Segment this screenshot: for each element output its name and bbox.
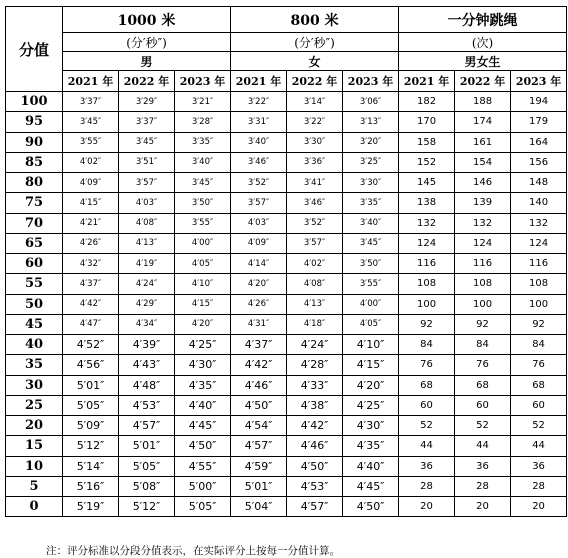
unit-1000m: (分′秒″) <box>63 33 231 52</box>
count-cell: 52 <box>455 416 511 436</box>
count-cell: 28 <box>511 476 567 496</box>
time-cell: 3′20″ <box>343 132 399 152</box>
count-cell: 158 <box>399 132 455 152</box>
time-cell: 3′50″ <box>175 193 231 213</box>
time-cell: 5′08″ <box>119 476 175 496</box>
table-row <box>6 92 567 112</box>
time-cell: 4′26″ <box>63 233 119 253</box>
time-cell: 3′25″ <box>343 152 399 172</box>
time-cell: 5′16″ <box>63 476 119 496</box>
count-cell: 92 <box>399 314 455 334</box>
table-body <box>6 92 567 517</box>
time-cell: 4′08″ <box>287 274 343 294</box>
score-column-header: 分值 <box>6 7 63 92</box>
time-cell: 4′29″ <box>119 294 175 314</box>
score-cell: 35 <box>6 355 63 375</box>
table-row <box>6 314 567 334</box>
score-cell: 95 <box>6 112 63 132</box>
count-cell: 146 <box>455 173 511 193</box>
score-cell: 100 <box>6 92 63 112</box>
time-cell: 4′38″ <box>287 395 343 415</box>
time-cell: 4′15″ <box>63 193 119 213</box>
time-cell: 3′40″ <box>175 152 231 172</box>
time-cell: 5′19″ <box>63 497 119 517</box>
time-cell: 3′30″ <box>343 173 399 193</box>
time-cell: 4′57″ <box>119 416 175 436</box>
count-cell: 132 <box>455 213 511 233</box>
count-cell: 124 <box>399 233 455 253</box>
score-cell: 90 <box>6 132 63 152</box>
count-cell: 145 <box>399 173 455 193</box>
time-cell: 3′46″ <box>231 152 287 172</box>
footnote: 注：评分标准以分段分值表示，在实际评分上按每一分值计算。 <box>46 545 340 557</box>
score-cell: 50 <box>6 294 63 314</box>
table-row <box>6 213 567 233</box>
time-cell: 3′52″ <box>231 173 287 193</box>
table-row <box>6 355 567 375</box>
count-cell: 100 <box>455 294 511 314</box>
table-row <box>6 416 567 436</box>
time-cell: 3′13″ <box>343 112 399 132</box>
time-cell: 3′35″ <box>343 193 399 213</box>
score-cell: 10 <box>6 456 63 476</box>
time-cell: 4′32″ <box>63 254 119 274</box>
count-cell: 92 <box>511 314 567 334</box>
time-cell: 4′03″ <box>231 213 287 233</box>
table-row <box>6 335 567 355</box>
time-cell: 4′43″ <box>119 355 175 375</box>
time-cell: 4′28″ <box>287 355 343 375</box>
score-cell: 80 <box>6 173 63 193</box>
time-cell: 3′37″ <box>119 112 175 132</box>
time-cell: 4′24″ <box>119 274 175 294</box>
count-cell: 76 <box>511 355 567 375</box>
count-cell: 174 <box>455 112 511 132</box>
time-cell: 4′03″ <box>119 193 175 213</box>
count-cell: 161 <box>455 132 511 152</box>
table-row <box>6 456 567 476</box>
time-cell: 4′30″ <box>343 416 399 436</box>
count-cell: 68 <box>399 375 455 395</box>
time-cell: 4′46″ <box>231 375 287 395</box>
time-cell: 4′37″ <box>231 335 287 355</box>
time-cell: 5′05″ <box>63 395 119 415</box>
time-cell: 4′02″ <box>63 152 119 172</box>
time-cell: 3′55″ <box>63 132 119 152</box>
time-cell: 4′30″ <box>175 355 231 375</box>
count-cell: 182 <box>399 92 455 112</box>
year-header: 2021 年 <box>63 71 119 92</box>
time-cell: 4′25″ <box>175 335 231 355</box>
time-cell: 4′48″ <box>119 375 175 395</box>
time-cell: 4′15″ <box>175 294 231 314</box>
table-row <box>6 395 567 415</box>
count-cell: 44 <box>399 436 455 456</box>
time-cell: 4′46″ <box>287 436 343 456</box>
count-cell: 154 <box>455 152 511 172</box>
time-cell: 4′37″ <box>63 274 119 294</box>
time-cell: 3′57″ <box>119 173 175 193</box>
score-cell: 5 <box>6 476 63 496</box>
score-cell: 60 <box>6 254 63 274</box>
time-cell: 4′40″ <box>175 395 231 415</box>
time-cell: 4′31″ <box>231 314 287 334</box>
time-cell: 3′14″ <box>287 92 343 112</box>
count-cell: 44 <box>511 436 567 456</box>
year-header: 2023 年 <box>511 71 567 92</box>
time-cell: 4′39″ <box>119 335 175 355</box>
table-header <box>6 7 567 92</box>
count-cell: 44 <box>455 436 511 456</box>
time-cell: 3′45″ <box>175 173 231 193</box>
year-header: 2023 年 <box>175 71 231 92</box>
time-cell: 3′55″ <box>175 213 231 233</box>
count-cell: 52 <box>511 416 567 436</box>
time-cell: 4′47″ <box>63 314 119 334</box>
time-cell: 3′45″ <box>63 112 119 132</box>
time-cell: 4′18″ <box>287 314 343 334</box>
time-cell: 3′57″ <box>231 193 287 213</box>
event-800m-header: 800 米 <box>231 7 399 33</box>
time-cell: 4′13″ <box>119 233 175 253</box>
score-cell: 25 <box>6 395 63 415</box>
time-cell: 3′45″ <box>343 233 399 253</box>
count-cell: 164 <box>511 132 567 152</box>
count-cell: 36 <box>399 456 455 476</box>
time-cell: 5′01″ <box>231 476 287 496</box>
count-cell: 20 <box>511 497 567 517</box>
count-cell: 52 <box>399 416 455 436</box>
time-cell: 3′22″ <box>231 92 287 112</box>
count-cell: 100 <box>399 294 455 314</box>
count-cell: 84 <box>399 335 455 355</box>
time-cell: 4′05″ <box>343 314 399 334</box>
time-cell: 4′57″ <box>287 497 343 517</box>
count-cell: 132 <box>399 213 455 233</box>
count-cell: 156 <box>511 152 567 172</box>
time-cell: 4′20″ <box>231 274 287 294</box>
count-cell: 36 <box>511 456 567 476</box>
count-cell: 152 <box>399 152 455 172</box>
table-row <box>6 112 567 132</box>
time-cell: 4′33″ <box>287 375 343 395</box>
count-cell: 148 <box>511 173 567 193</box>
time-cell: 4′34″ <box>119 314 175 334</box>
score-cell: 45 <box>6 314 63 334</box>
count-cell: 60 <box>511 395 567 415</box>
time-cell: 4′45″ <box>175 416 231 436</box>
score-cell: 85 <box>6 152 63 172</box>
count-cell: 20 <box>399 497 455 517</box>
score-cell: 20 <box>6 416 63 436</box>
time-cell: 4′52″ <box>63 335 119 355</box>
group-all: 男女生 <box>399 52 567 71</box>
table-row <box>6 254 567 274</box>
time-cell: 4′57″ <box>231 436 287 456</box>
time-cell: 5′01″ <box>119 436 175 456</box>
group-female: 女 <box>231 52 399 71</box>
time-cell: 4′56″ <box>63 355 119 375</box>
year-header: 2023 年 <box>343 71 399 92</box>
time-cell: 4′24″ <box>287 335 343 355</box>
scoring-table <box>5 6 567 517</box>
score-cell: 55 <box>6 274 63 294</box>
time-cell: 3′36″ <box>287 152 343 172</box>
time-cell: 4′50″ <box>287 456 343 476</box>
year-header: 2022 年 <box>287 71 343 92</box>
time-cell: 3′52″ <box>287 213 343 233</box>
time-cell: 4′00″ <box>343 294 399 314</box>
time-cell: 3′21″ <box>175 92 231 112</box>
count-cell: 194 <box>511 92 567 112</box>
time-cell: 4′09″ <box>63 173 119 193</box>
count-cell: 124 <box>511 233 567 253</box>
year-header: 2021 年 <box>399 71 455 92</box>
time-cell: 4′59″ <box>231 456 287 476</box>
score-cell: 75 <box>6 193 63 213</box>
time-cell: 3′57″ <box>287 233 343 253</box>
time-cell: 5′05″ <box>119 456 175 476</box>
score-cell: 0 <box>6 497 63 517</box>
time-cell: 4′19″ <box>119 254 175 274</box>
time-cell: 3′40″ <box>343 213 399 233</box>
count-cell: 138 <box>399 193 455 213</box>
time-cell: 4′20″ <box>175 314 231 334</box>
score-cell: 70 <box>6 213 63 233</box>
table-row <box>6 132 567 152</box>
time-cell: 4′35″ <box>343 436 399 456</box>
time-cell: 4′35″ <box>175 375 231 395</box>
score-cell: 65 <box>6 233 63 253</box>
table-row <box>6 152 567 172</box>
time-cell: 3′28″ <box>175 112 231 132</box>
event-rope-header: 一分钟跳绳 <box>399 7 567 33</box>
time-cell: 3′37″ <box>63 92 119 112</box>
count-cell: 20 <box>455 497 511 517</box>
count-cell: 76 <box>455 355 511 375</box>
time-cell: 3′06″ <box>343 92 399 112</box>
time-cell: 4′50″ <box>175 436 231 456</box>
count-cell: 170 <box>399 112 455 132</box>
time-cell: 4′02″ <box>287 254 343 274</box>
count-cell: 36 <box>455 456 511 476</box>
time-cell: 5′00″ <box>175 476 231 496</box>
time-cell: 5′12″ <box>63 436 119 456</box>
count-cell: 139 <box>455 193 511 213</box>
time-cell: 3′31″ <box>231 112 287 132</box>
time-cell: 4′09″ <box>231 233 287 253</box>
time-cell: 4′10″ <box>175 274 231 294</box>
count-cell: 60 <box>399 395 455 415</box>
time-cell: 3′40″ <box>231 132 287 152</box>
time-cell: 4′42″ <box>63 294 119 314</box>
time-cell: 3′55″ <box>343 274 399 294</box>
time-cell: 4′10″ <box>343 335 399 355</box>
count-cell: 84 <box>455 335 511 355</box>
year-header: 2022 年 <box>119 71 175 92</box>
count-cell: 108 <box>455 274 511 294</box>
time-cell: 4′53″ <box>119 395 175 415</box>
count-cell: 132 <box>511 213 567 233</box>
count-cell: 28 <box>399 476 455 496</box>
time-cell: 3′46″ <box>287 193 343 213</box>
time-cell: 3′51″ <box>119 152 175 172</box>
time-cell: 5′04″ <box>231 497 287 517</box>
table-row <box>6 173 567 193</box>
time-cell: 4′05″ <box>175 254 231 274</box>
time-cell: 4′45″ <box>343 476 399 496</box>
year-header: 2021 年 <box>231 71 287 92</box>
time-cell: 4′25″ <box>343 395 399 415</box>
count-cell: 60 <box>455 395 511 415</box>
time-cell: 4′42″ <box>287 416 343 436</box>
score-cell: 30 <box>6 375 63 395</box>
time-cell: 4′42″ <box>231 355 287 375</box>
count-cell: 179 <box>511 112 567 132</box>
count-cell: 108 <box>399 274 455 294</box>
group-male: 男 <box>63 52 231 71</box>
time-cell: 5′09″ <box>63 416 119 436</box>
count-cell: 68 <box>455 375 511 395</box>
table-row <box>6 436 567 456</box>
score-cell: 15 <box>6 436 63 456</box>
count-cell: 116 <box>399 254 455 274</box>
count-cell: 124 <box>455 233 511 253</box>
time-cell: 3′30″ <box>287 132 343 152</box>
table-row <box>6 375 567 395</box>
time-cell: 4′40″ <box>343 456 399 476</box>
table-row <box>6 233 567 253</box>
time-cell: 4′21″ <box>63 213 119 233</box>
time-cell: 5′12″ <box>119 497 175 517</box>
count-cell: 140 <box>511 193 567 213</box>
time-cell: 3′22″ <box>287 112 343 132</box>
score-cell: 40 <box>6 335 63 355</box>
time-cell: 3′45″ <box>119 132 175 152</box>
time-cell: 4′50″ <box>343 497 399 517</box>
time-cell: 4′50″ <box>231 395 287 415</box>
count-cell: 84 <box>511 335 567 355</box>
year-header: 2022 年 <box>455 71 511 92</box>
time-cell: 4′26″ <box>231 294 287 314</box>
time-cell: 4′13″ <box>287 294 343 314</box>
event-1000m-header: 1000 米 <box>63 7 231 33</box>
time-cell: 5′05″ <box>175 497 231 517</box>
count-cell: 116 <box>511 254 567 274</box>
time-cell: 3′50″ <box>343 254 399 274</box>
count-cell: 100 <box>511 294 567 314</box>
time-cell: 4′53″ <box>287 476 343 496</box>
time-cell: 3′29″ <box>119 92 175 112</box>
unit-800m: (分′秒″) <box>231 33 399 52</box>
time-cell: 4′54″ <box>231 416 287 436</box>
count-cell: 28 <box>455 476 511 496</box>
time-cell: 4′20″ <box>343 375 399 395</box>
table-row <box>6 274 567 294</box>
time-cell: 3′41″ <box>287 173 343 193</box>
count-cell: 68 <box>511 375 567 395</box>
count-cell: 76 <box>399 355 455 375</box>
time-cell: 5′14″ <box>63 456 119 476</box>
time-cell: 4′08″ <box>119 213 175 233</box>
time-cell: 4′15″ <box>343 355 399 375</box>
unit-rope: (次) <box>399 33 567 52</box>
table-row <box>6 476 567 496</box>
time-cell: 4′00″ <box>175 233 231 253</box>
time-cell: 4′55″ <box>175 456 231 476</box>
table-row <box>6 193 567 213</box>
count-cell: 188 <box>455 92 511 112</box>
time-cell: 4′14″ <box>231 254 287 274</box>
table-row <box>6 294 567 314</box>
table-row <box>6 497 567 517</box>
count-cell: 116 <box>455 254 511 274</box>
count-cell: 108 <box>511 274 567 294</box>
time-cell: 3′35″ <box>175 132 231 152</box>
count-cell: 92 <box>455 314 511 334</box>
time-cell: 5′01″ <box>63 375 119 395</box>
